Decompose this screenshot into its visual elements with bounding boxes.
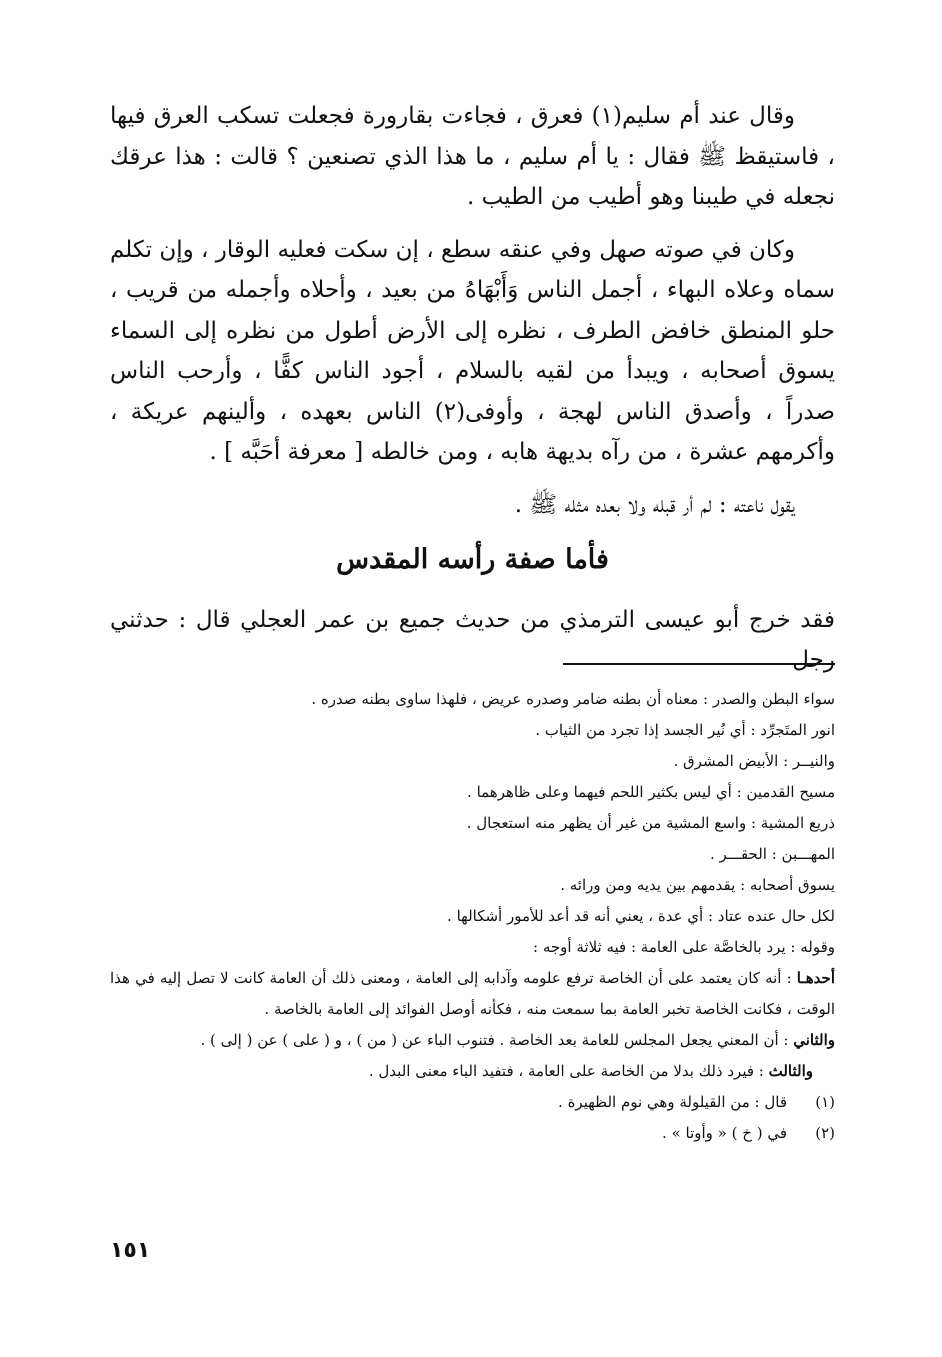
note-line: لكل حال عنده عتاد : أي عدة ، يعني أنه قد أعد للأمور أشكالها .	[447, 907, 835, 925]
glossary-notes	[110, 684, 835, 1149]
note-label: والثاني	[793, 1031, 835, 1049]
footnote-1	[110, 1087, 835, 1118]
note-line: المهـــبن : الحقـــر .	[709, 845, 835, 863]
note-line: والنيــر : الأبيض المشرق .	[673, 752, 835, 770]
note-text: : أن المعني يجعل المجلس للعامة بعد الخاصة . فتنوب الباء عن ( من ) ، و ( على ) عن ( إلى ) .	[200, 1031, 794, 1049]
footnote-2	[110, 1118, 835, 1149]
note-line: ذريع المشية : واسع المشية من غير أن يظهر منه استعجال .	[466, 814, 835, 832]
footnote-text: في ( خ ) « وأوتا » .	[662, 1124, 787, 1142]
note-line: يسوق أصحابه : يقدمهم بين يديه ومن ورائه .	[560, 876, 835, 894]
paragraph-hadith-intro: فقد خرج أبو عيسى الترمذي من حديث جميع بن عمر العجلي قال : حدثني رجل	[110, 607, 835, 673]
main-text	[110, 96, 835, 537]
note-second-view	[110, 1025, 835, 1056]
page-number: ١٥١	[110, 1238, 151, 1263]
paragraph-umm-sulaym: وقال عند أم سليم(١) فعرق ، فجاءت بقارورة فجعلت تسكب العرق فيها ، فاستيقظ ﷺ فقال : يا أم سليم ، ما هذا الذي تصنعين ؟ قالت : هذا عرقك نجعله في طيبنا وهو أطيب من الطيب .	[110, 103, 835, 210]
note-line: سواء البطن والصدر : معناه أن بطنه ضامر وصدره عريض ، فلهذا ساوى بطنه صدره .	[311, 690, 835, 708]
note-line: مسيح القدمين : أي ليس بكثير اللحم فيهما وعلى ظاهرهما .	[467, 783, 835, 801]
note-label: أحدهـا	[796, 969, 835, 987]
footnote-number: (٢)	[815, 1124, 835, 1142]
note-label: والثالث	[768, 1062, 813, 1080]
footnote-divider	[563, 663, 835, 665]
note-text: : فيرد ذلك بدلا من الخاصة على العامة ، فتفيد الباء معنى البدل .	[368, 1062, 769, 1080]
note-third-view	[110, 1056, 835, 1087]
section-heading: فأما صفة رأسه المقدس	[336, 544, 609, 575]
footnote-text: قال : من القيلولة وهي نوم الظهيرة .	[558, 1093, 787, 1111]
note-line: انور المتَجرِّد : أي نُير الجسد إذا تجرد من الثياب .	[535, 721, 835, 739]
note-text: : أنه كان يعتمد على أن الخاصة ترفع علومه وآدابه إلى العامة ، ومعنى ذلك أن العامة كانت لا تصل إليه في هذا الوقت ، فكانت الخاصة تخبر العامة بما سمعت منه ، فكأنه أوصل الفوائد إلى العامة بالخاصة .	[110, 969, 835, 1018]
paragraph-describer: يقول ناعته : لم أر قبله ولا بعده مثله ﷺ .	[514, 491, 795, 518]
note-line: وقوله : يرد بالخاصَّة على العامة : فيه ثلاثة أوجه :	[533, 938, 835, 956]
footnote-number: (١)	[815, 1093, 835, 1111]
note-first-view	[110, 963, 835, 1025]
paragraph-description: وكان في صوته صهل وفي عنقه سطع ، إن سكت فعليه الوقار ، وإن تكلم سماه وعلاه البهاء ، أجمل الناس وَأَبْهَاهُ من بعيد ، وأحلاه وأجمله من قريب ، حلو المنطق خافض الطرف ، نظره إلى الأرض أطول من نظره إلى السماء يسوق أصحابه ، ويبدأ من لقيه بالسلام ، أجود الناس كفًّا ، وأرحب الناس صدراً ، وأصدق الناس لهجة ، وأوفى(٢) الناس بعهده ، وألينهم عريكة ، وأكرمهم عشرة ، من رآه بديهة هابه ، ومن خالطه [ معرفة أحَبَّه ] .	[110, 236, 835, 465]
